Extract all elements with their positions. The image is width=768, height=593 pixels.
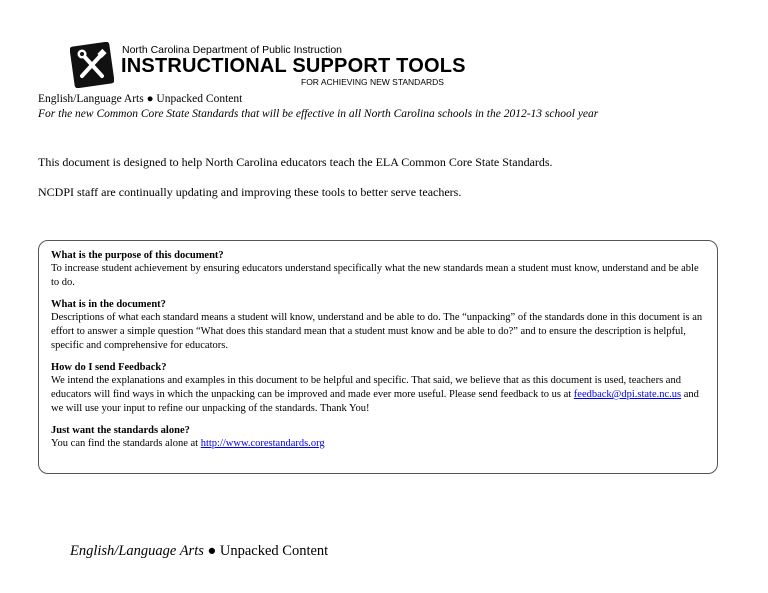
standards-text: You can find the standards alone at bbox=[51, 438, 201, 449]
feedback-text: We intend the explanations and examples in this document to be helpful and specific. That said, we believe that as this document is used, teachers and educators will find ways in which the unpacking can be improved and made ever more useful. Please send feedback to us at bbox=[51, 375, 681, 400]
section-question: How do I send Feedback? bbox=[51, 362, 167, 373]
tools-icon bbox=[70, 42, 114, 88]
section-question: What is the purpose of this document? bbox=[51, 250, 224, 261]
contents-section bbox=[51, 298, 705, 353]
info-box bbox=[38, 240, 718, 474]
section-answer: To increase student achievement by ensuring educators understand specifically what the new standards mean a student must know, understand and be able to do. bbox=[51, 263, 699, 288]
footer-separator: ● bbox=[203, 543, 220, 559]
intro-paragraph: NCDPI staff are continually updating and improving these tools to better serve teachers. bbox=[38, 185, 462, 199]
footer-content: Unpacked Content bbox=[219, 543, 329, 559]
section-question: Just want the standards alone? bbox=[51, 425, 190, 436]
logo-tagline: FOR ACHIEVING NEW STANDARDS bbox=[301, 77, 444, 87]
logo-title: INSTRUCTIONAL SUPPORT TOOLS bbox=[121, 55, 466, 77]
header-description: For the new Common Core State Standards that will be effective in all North Carolina schools in the 2012-13 school year bbox=[38, 108, 599, 120]
corestandards-link[interactable]: http://www.corestandards.org bbox=[200, 438, 325, 449]
section-answer bbox=[51, 374, 705, 416]
feedback-text-end: and we will use your input to refine our unpacking of the standards. Thank You! bbox=[51, 389, 699, 414]
section-question: What is in the document? bbox=[51, 299, 166, 310]
feedback-section bbox=[51, 361, 705, 416]
purpose-section bbox=[51, 249, 705, 290]
intro-paragraph: This document is designed to help North Carolina educators teach the ELA Common Core State Standards. bbox=[38, 155, 553, 169]
footer-subject: English/Language Arts bbox=[70, 543, 204, 559]
header-subject-line: English/Language Arts ● Unpacked Content bbox=[38, 93, 243, 105]
feedback-email-link[interactable]: feedback@dpi.state.nc.us bbox=[573, 389, 682, 400]
section-answer: Descriptions of what each standard means a student will know, understand and be able to do. The “unpacking” of the standards done in this document is an effort to answer a simple question “What does this standard mean that a student must know and be able to do?” and to ensure the description is helpful, specific and comprehensive for educators. bbox=[51, 312, 703, 351]
ncdpi-logo bbox=[70, 42, 466, 88]
section-answer bbox=[51, 437, 705, 451]
page-footer bbox=[70, 543, 328, 560]
standards-section bbox=[51, 424, 705, 451]
logo-org-name: North Carolina Department of Public Instruction bbox=[122, 44, 343, 56]
